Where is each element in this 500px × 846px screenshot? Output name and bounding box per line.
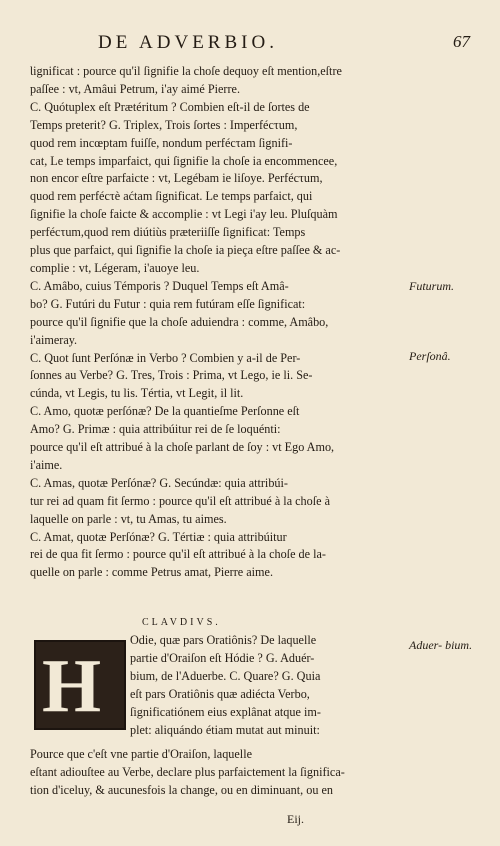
catchword: Eij. <box>287 812 304 826</box>
text-line: plet: aliquándo étiam mutat aut minuit: <box>130 722 320 737</box>
text-line: laquelle on parle : vt, tu Amas, tu aimes. <box>30 511 227 526</box>
decorated-initial <box>34 640 126 730</box>
text-line: perfécτum,quod rem diútiùs præteriiſſe ſignificat: Temps <box>30 225 306 240</box>
text-line: i'aime. <box>30 457 63 472</box>
text-line: eſtant adiouſtee au Verbe, declare plus parfaictement la ſignifica- <box>30 764 345 779</box>
text-line: rei de qua fit ſermo : pource qu'il eſt attribué à la choſe de la- <box>30 547 326 562</box>
text-line: Pource que c'eſt vne partie d'Oraiſon, laquelle <box>30 747 252 761</box>
text-line: partie d'Oraiſon eſt Hódie ? G. Aduér- <box>130 650 315 665</box>
initial-paragraph <box>130 632 382 739</box>
text-line: paſſee : vt, Amâui Petrum, i'ay aimé Pierre. <box>30 81 241 96</box>
text-line: C. Quot ſunt Perſónæ in Verbo ? Combien y a-il de Per- <box>30 350 301 365</box>
text-line: C. Amâbo, cuius Témporis ? Duquel Temps eſt Amâ- <box>30 278 289 293</box>
initial-letter: H <box>42 644 102 728</box>
main-text <box>30 63 382 582</box>
text-line: ſignifie la choſe faicte & accomplie : vt Legi i'ay leu. Pluſquàm <box>30 207 338 222</box>
margin-note-aduerbium: Aduer- bium. <box>409 638 473 652</box>
margin-note-persona: Perſonâ. <box>409 349 451 363</box>
text-line: ſignificatiónem eius explânat atque im- <box>130 704 321 719</box>
text-line: quelle on parle : comme Petrus amat, Pierre aime. <box>30 565 273 580</box>
text-line: pource qu'il ſignifie que la choſe aduiendra : comme, Amâbo, <box>30 314 329 329</box>
text-line: C. Quótuplex eſt Prætéritum ? Combien eſt-il de ſortes de <box>30 99 310 114</box>
running-head: DE ADVERBIO. <box>98 32 278 53</box>
text-line: cúnda, vt Legis, tu lis. Tértia, vt Legit, il lit. <box>30 386 244 401</box>
continuation-text <box>30 746 382 800</box>
text-line: ſonnes au Verbe? G. Tres, Trois : Prima, vt Lego, ie li. Se- <box>30 368 313 383</box>
text-line: pource qu'il eſt attribué à la choſe parlant de ſoy : vt Ego Amo, <box>30 440 335 455</box>
page-header <box>70 32 470 56</box>
text-line: tur rei ad quam fit ſermo : pource qu'il eſt attribué à la choſe à <box>30 493 330 508</box>
text-line: quod rem incœptam fuiſſe, nondum perfécτam ſignifi- <box>30 135 293 150</box>
text-line: quod rem perfécτè aćtam ſignificat. Le temps parfaict, qui <box>30 189 313 204</box>
text-line: bium, de l'Aduerbe. C. Quare? G. Quia <box>130 668 321 683</box>
text-line: i'aimeray. <box>30 332 78 347</box>
text-line: bo? G. Futúri du Futur : quia rem futúram eſſe ſignificat: <box>30 296 306 311</box>
speaker-heading: CLAVDIVS. <box>142 617 221 628</box>
page-number: 67 <box>453 32 470 51</box>
text-line: Temps preterit? G. Triplex, Trois ſortes : Imperfécτum, <box>30 117 298 132</box>
text-line: C. Amas, quotæ Perſónæ? G. Secúndæ: quia attribúi- <box>30 475 288 490</box>
text-line: C. Amat, quotæ Perſónæ? G. Tértiæ : quia attribúitur <box>30 529 287 544</box>
text-line: complie : vt, Légeram, i'auoye leu. <box>30 260 200 275</box>
margin-note-futurum: Futurum. <box>409 279 454 293</box>
text-line: Odie, quæ pars Oratiônis? De laquelle <box>130 633 317 647</box>
text-line: cat, Le temps imparfaict, qui ſignifie la choſe ia encommencee, <box>30 153 338 168</box>
text-line: eſt pars Oratiônis quæ adiécta Verbo, <box>130 686 310 701</box>
text-line: C. Amo, quotæ perſónæ? De la quantieſme Perſonne eſt <box>30 404 300 419</box>
text-line: plus que parfaict, qui ſignifie la choſe ia pieça eſtre paſſee & ac- <box>30 243 341 258</box>
text-line: tion d'iceluy, & aucunesfois la change, ou en diminuant, ou en <box>30 782 333 797</box>
text-line: non encor eſtre parfaicte : vt, Legébam ie liſoye. Perfécτum, <box>30 171 323 186</box>
text-line: Ɩignificat : pource qu'il ſignifie la choſe dequoy eſt mention,eſtre <box>30 64 342 78</box>
text-line: Amo? G. Primæ : quia attribúitur rei de ſe loquénti: <box>30 422 281 437</box>
